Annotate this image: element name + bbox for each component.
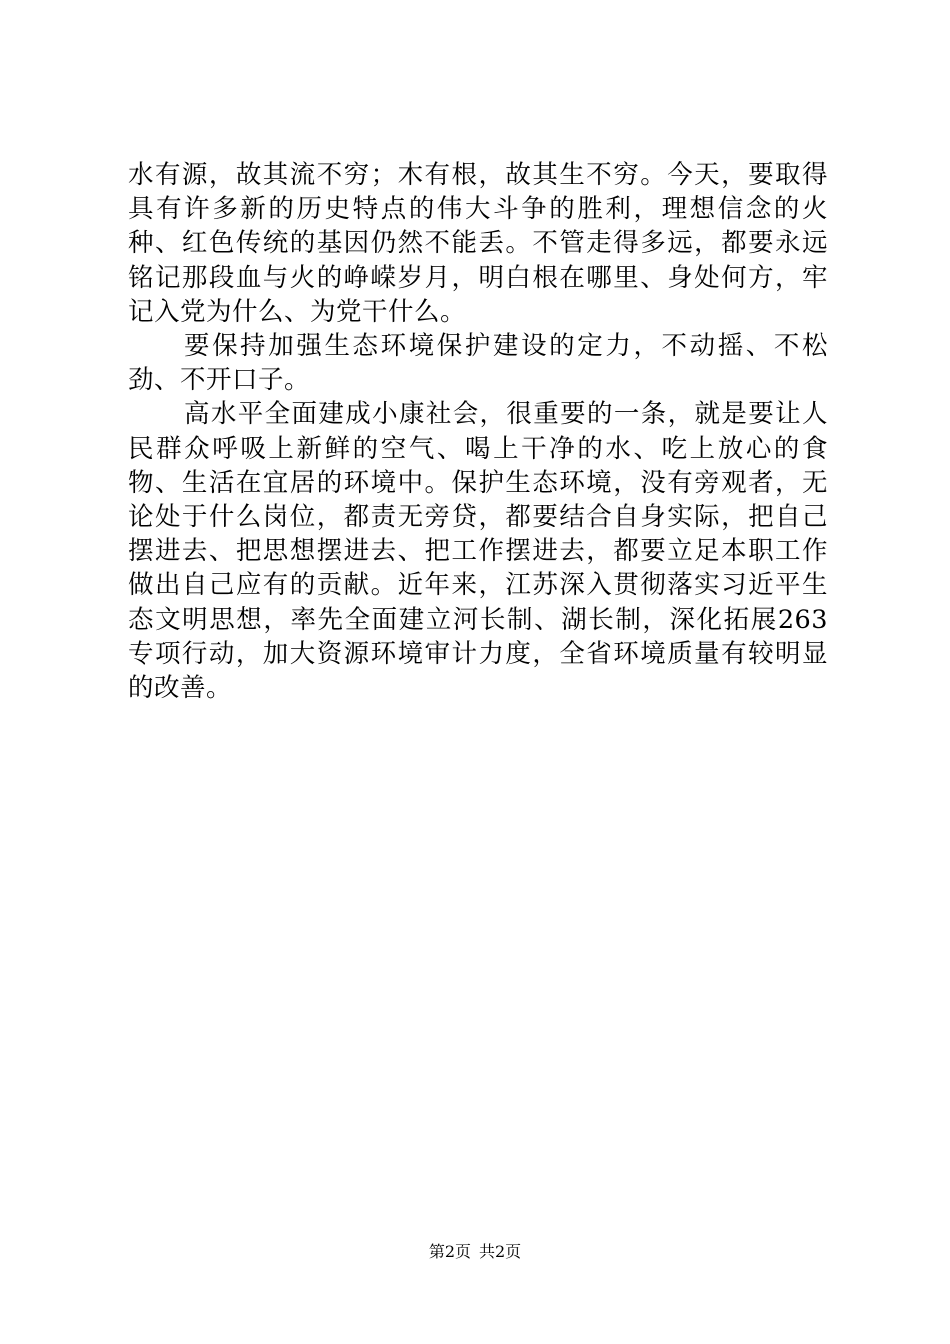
paragraph-roots: 水有源，故其流不穷；木有根，故其生不穷。今天，要取得具有许多新的历史特点的伟大斗争的胜利，理想信念的火种、红色传统的基因仍然不能丢。不管走得多远，都要永远铭记那段血与火的峥嵘岁月，明白根在哪里、身处何方，牢记入党为什么、为党干什么。 xyxy=(128,160,828,327)
page-number-current: 第2页 xyxy=(428,1242,471,1261)
page-footer xyxy=(0,1242,950,1262)
page-number-total: 共2页 xyxy=(479,1242,522,1261)
paragraph-xiaokang-environment: 高水平全面建成小康社会，很重要的一条，就是要让人民群众呼吸上新鲜的空气、喝上干净的水、吃上放心的食物、生活在宜居的环境中。保护生态环境，没有旁观者，无论处于什么岗位，都责无旁贷，都要结合自身实际，把自己摆进去、把思想摆进去、把工作摆进去，都要立足本职工作做出自己应有的贡献。近年来，江苏深入贯彻落实习近平生态文明思想，率先全面建立河长制、湖长制，深化拓展263专项行动，加大资源环境审计力度，全省环境质量有较明显的改善。 xyxy=(128,399,828,704)
paragraph-ecology-resolve: 要保持加强生态环境保护建设的定力，不动摇、不松劲、不开口子。 xyxy=(128,331,828,396)
document-body xyxy=(128,158,828,705)
